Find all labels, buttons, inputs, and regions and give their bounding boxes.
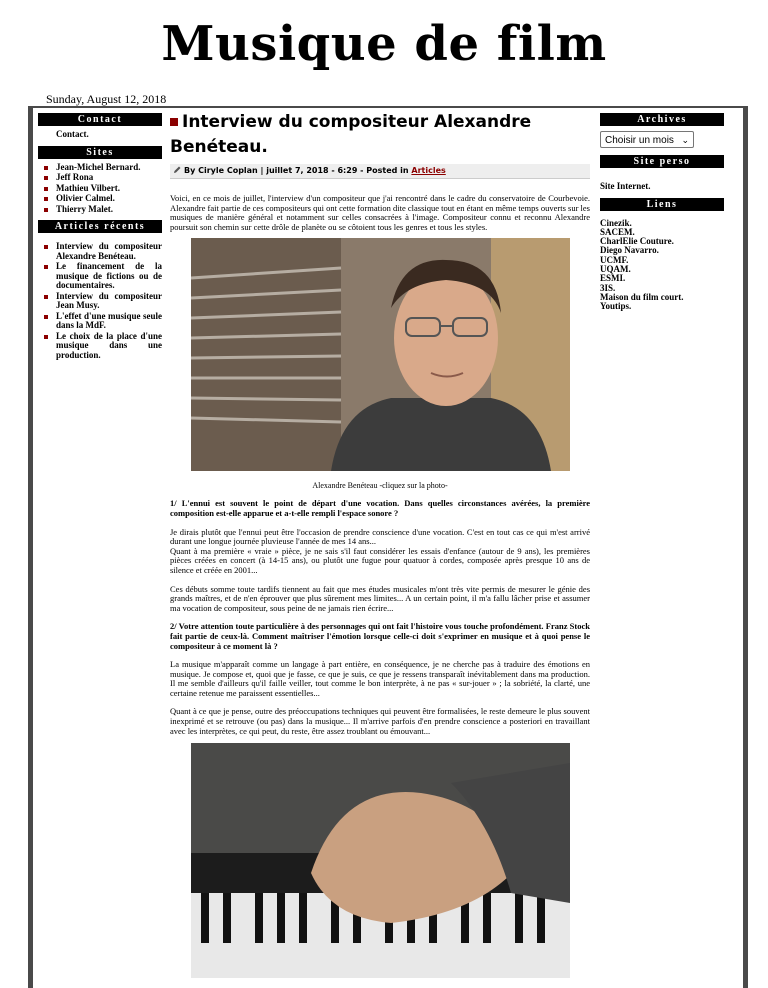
- chevron-down-icon: ⌄: [681, 135, 689, 145]
- title-bullet-icon: [170, 118, 178, 126]
- question-2: 2/ Votre attention toute particulière à des personnages qui ont fait l'histoire vous touche profondément. Franz Stock fait partie de ceux-là. Comment maîtriser l'émotion lorsque celle-ci doit s'exprimer en musique et à quoi pense le compositeur à ce moment là ?: [170, 621, 590, 651]
- pencil-icon: [173, 166, 181, 174]
- liens-item[interactable]: SACEM.: [600, 226, 635, 237]
- answer-1: [170, 528, 590, 576]
- liens-item[interactable]: ESMI.: [600, 273, 626, 284]
- recent-articles-list: [38, 242, 162, 360]
- recent-articles-heading: Articles récents: [38, 220, 162, 233]
- archives-month-select[interactable]: [600, 131, 694, 148]
- answer-2-paragraph-2: Quant à ce que je pense, outre des préoccupations techniques qui peuvent être formalisées, le reste demeure le plus souvent inexprimé et se retrouve (ou pas) dans la musique... Il m'arrive parfois d'en prendre conscience a posteriori en travaillant avec les interprètes, ce qui peut, du reste, être assez troublant ou émouvant...: [170, 706, 590, 736]
- contact-link[interactable]: Contact.: [56, 129, 89, 139]
- composer-photo-image: [191, 238, 570, 471]
- sites-heading: Sites: [38, 146, 162, 159]
- post-meta-text: By Ciryle Coplan | juillet 7, 2018 - 6:29 - Posted in: [184, 166, 409, 175]
- recent-article-item[interactable]: Interview du compositeur Jean Musy.: [38, 292, 162, 311]
- liens-heading: Liens: [600, 198, 724, 211]
- post-title[interactable]: [170, 110, 590, 160]
- liens-item[interactable]: CharlElie Couture.: [600, 236, 674, 247]
- post-intro: Voici, en ce mois de juillet, l'interview d'un compositeur que j'ai rencontré dans le cadre du conservatoire de Courbevoie. Alexandre fait partie de ces compositeurs qui ont cette formation dite classique tout en étant en même temps ouverts sur les musiques de manière général et notamment sur celles consacrées à l'image. Compositeur connu et reconnu Alexandre poursuit son chemin sur cette drôle de planète ou se côtoient tous les genres et tous les styles.: [170, 193, 590, 232]
- piano-photo[interactable]: [191, 743, 570, 978]
- site-internet-link[interactable]: Site Internet.: [600, 181, 651, 191]
- sites-item[interactable]: Jean-Michel Bernard.: [38, 163, 162, 173]
- question-1: 1/ L'ennui est souvent le point de départ d'une vocation. Dans quelles circonstances avérées, la première composition est-elle apparue et a-t-elle rempli l'espace sonore ?: [170, 498, 590, 518]
- piano-photo-image: [191, 743, 570, 978]
- answer-1-line-2: Quant à ma première « vraie » pièce, je ne sais s'il faut considérer les essais d'enfance (autour de 9 ans), les premières pièces créées en concert (à 14-15 ans), ou plutôt une fugue pour quatuor à cordes, composée après presque 10 ans de silence et créée en 2001...: [170, 545, 590, 575]
- liens-list: [600, 219, 724, 312]
- sites-list: [38, 163, 162, 215]
- composer-photo[interactable]: [191, 238, 570, 471]
- liens-item[interactable]: Youtips.: [600, 301, 632, 312]
- liens-item[interactable]: UCMF.: [600, 254, 629, 265]
- site-perso-heading: Site perso: [600, 155, 724, 168]
- recent-article-item[interactable]: Interview du compositeur Alexandre Benéteau.: [38, 242, 162, 261]
- post-title-text[interactable]: Interview du compositeur Alexandre Benéteau.: [170, 112, 532, 157]
- recent-article-item[interactable]: Le choix de la place d'une musique dans une production.: [38, 332, 162, 361]
- answer-1-line-1: Je dirais plutôt que l'ennui peut être l'occasion de prendre conscience d'une vocation. C'est en tout cas ce qui m'est arrivé durant une longue journée pluvieuse l'année de mes 14 ans...: [170, 526, 590, 547]
- left-sidebar: [38, 113, 162, 366]
- photo-caption: Alexandre Benéteau -cliquez sur la photo-: [312, 481, 448, 491]
- sites-item[interactable]: Jeff Rona: [38, 173, 162, 183]
- recent-article-item[interactable]: L'effet d'une musique seule dans la MdF.: [38, 312, 162, 331]
- sites-item[interactable]: Mathieu Vilbert.: [38, 184, 162, 194]
- liens-item[interactable]: Maison du film court.: [600, 291, 684, 302]
- liens-item[interactable]: Diego Navarro.: [600, 245, 659, 256]
- liens-item[interactable]: 3IS.: [600, 282, 616, 293]
- post: [170, 110, 590, 978]
- liens-item[interactable]: UQAM.: [600, 263, 631, 274]
- category-link[interactable]: Articles: [411, 166, 446, 175]
- answer-2: La musique m'apparaît comme un langage à part entière, en conséquence, je ne cherche pas à traduire des émotions en musique. Je compose et, quoi que je fasse, ce que je suis, ce que je ressens transparaît inévitablement dans ma production. Il me semble d'ailleurs qu'il faille veiller, tout comme le bon interprète, à ne pas « sur-jouer » ; la sobriété, la clarté, une certaine retenue me paraissent essentielles...: [170, 659, 590, 698]
- contact-heading: Contact: [38, 113, 162, 126]
- sites-item[interactable]: Thierry Malet.: [38, 205, 162, 215]
- site-title[interactable]: Musique de film: [161, 16, 607, 72]
- archives-heading: Archives: [600, 113, 724, 126]
- liens-item[interactable]: Cinezik.: [600, 217, 632, 228]
- current-date: Sunday, August 12, 2018: [46, 92, 167, 106]
- post-meta: [170, 164, 590, 179]
- recent-article-item[interactable]: Le financement de la musique de fictions ou de documentaires.: [38, 262, 162, 291]
- right-sidebar: [600, 113, 724, 315]
- archives-select-value: Choisir un mois: [605, 135, 674, 146]
- answer-1-paragraph-2: Ces débuts somme toute tardifs tiennent au fait que mes études musicales m'ont très vite permis de mesurer le génie des grands maîtres, et de n'en éprouver que plus sûrement mes limites... A un certain point, il m'a fallu lâcher prise et assumer ma vocation de compositeur, sous peine de ne jamais rien écrire...: [170, 583, 590, 613]
- sites-item[interactable]: Olivier Calmel.: [38, 194, 162, 204]
